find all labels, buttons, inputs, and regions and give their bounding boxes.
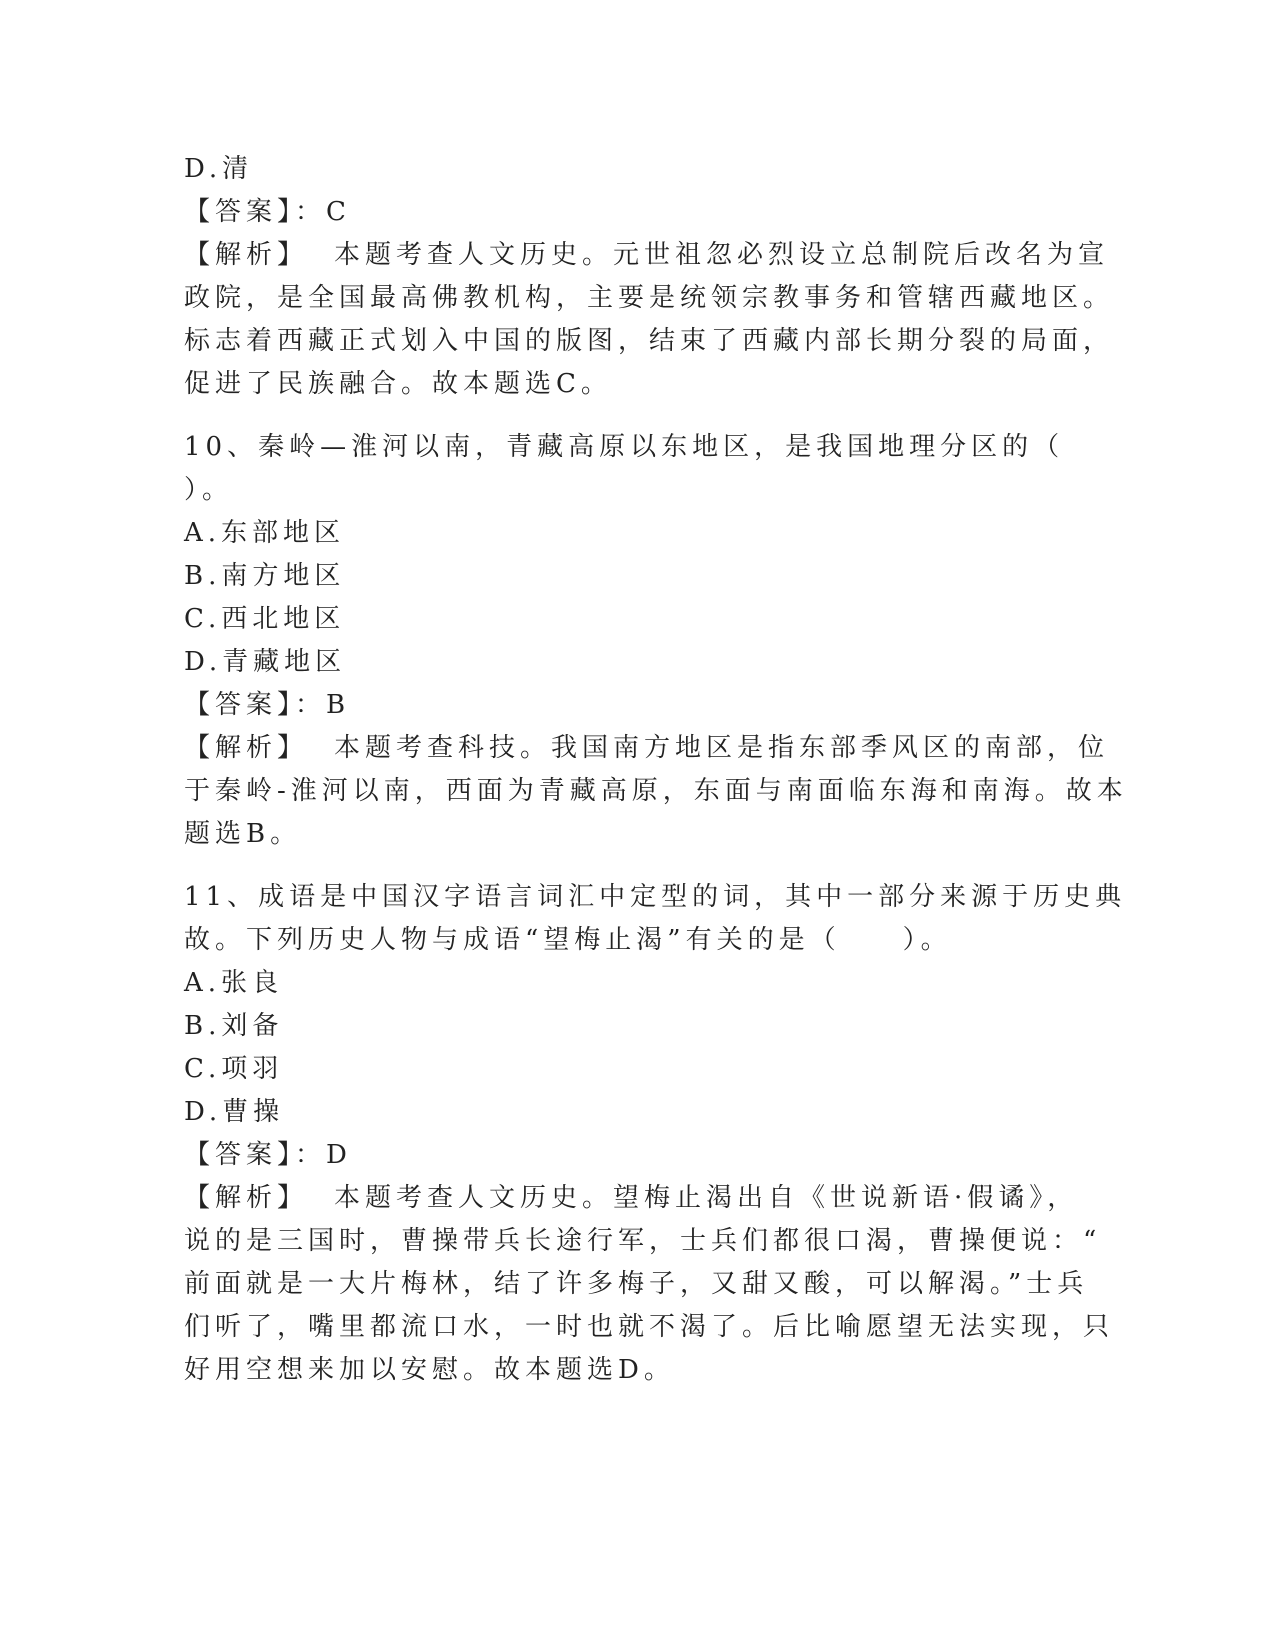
option-a: A.东部地区 <box>184 518 346 548</box>
option-d: D.青藏地区 <box>184 647 347 677</box>
answer-row <box>184 191 1084 234</box>
answer-label: 【答案】 <box>184 690 296 720</box>
question-10-block <box>184 426 1128 856</box>
question-text: ）。 <box>184 475 234 505</box>
explanation-row <box>184 234 1110 277</box>
explanation-label: 【解析】 <box>184 1183 309 1213</box>
answer-row <box>184 684 1084 727</box>
answer-value: ：D <box>295 1140 352 1170</box>
question-9-block <box>184 148 1115 406</box>
explanation-line: 题选B。 <box>184 819 302 849</box>
explanation-row <box>184 1177 1084 1220</box>
question-text: 11、成语是中国汉字语言词汇中定型的词，其中一部分来源于历史典 <box>184 882 1127 912</box>
explanation-line: 本题考查人文历史。望梅止渴出自《世说新语·假谲》， <box>334 1183 1079 1213</box>
option-d: D.曹操 <box>184 1097 285 1127</box>
explanation-line: 标志着西藏正式划入中国的版图，结束了西藏内部长期分裂的局面， <box>184 326 1115 356</box>
answer-label: 【答案】 <box>184 1140 296 1170</box>
question-11-block <box>184 876 1127 1392</box>
option-d: D.清 <box>184 154 254 184</box>
explanation-line: 于秦岭-淮河以南，西面为青藏高原，东面与南面临东海和南海。故本 <box>184 776 1128 806</box>
answer-value: ：B <box>295 690 351 720</box>
answer-value: ：C <box>295 197 351 227</box>
answer-label: 【答案】 <box>184 197 296 227</box>
explanation-line: 好用空想来加以安慰。故本题选D。 <box>184 1355 675 1385</box>
option-c: C.项羽 <box>184 1054 284 1084</box>
document-page <box>184 148 1128 1392</box>
explanation-line: 前面就是一大片梅林，结了许多梅子，又甜又酸，可以解渴。”士兵 <box>184 1269 1089 1299</box>
explanation-line: 本题考查科技。我国南方地区是指东部季风区的南部，位 <box>334 733 1110 763</box>
explanation-row <box>184 727 1110 770</box>
option-a: A.张良 <box>184 968 284 998</box>
explanation-label: 【解析】 <box>184 733 309 763</box>
explanation-line: 们听了，嘴里都流口水，一时也就不渴了。后比喻愿望无法实现，只 <box>184 1312 1115 1342</box>
answer-row <box>184 1134 1084 1177</box>
question-text: 故。下列历史人物与成语“望梅止渴”有关的是（ ）。 <box>184 925 952 955</box>
option-b: B.南方地区 <box>184 561 346 591</box>
explanation-line: 本题考查人文历史。元世祖忽必烈设立总制院后改名为宣 <box>334 240 1110 270</box>
option-b: B.刘备 <box>184 1011 284 1041</box>
explanation-line: 政院，是全国最高佛教机构，主要是统领宗教事务和管辖西藏地区。 <box>184 283 1115 313</box>
explanation-line: 促进了民族融合。故本题选C。 <box>184 369 612 399</box>
explanation-line: 说的是三国时，曹操带兵长途行军，士兵们都很口渴，曹操便说：“ <box>184 1226 1102 1256</box>
question-text: 10、秦岭—淮河以南，青藏高原以东地区，是我国地理分区的（ <box>184 432 1065 462</box>
option-c: C.西北地区 <box>184 604 346 634</box>
explanation-label: 【解析】 <box>184 240 309 270</box>
